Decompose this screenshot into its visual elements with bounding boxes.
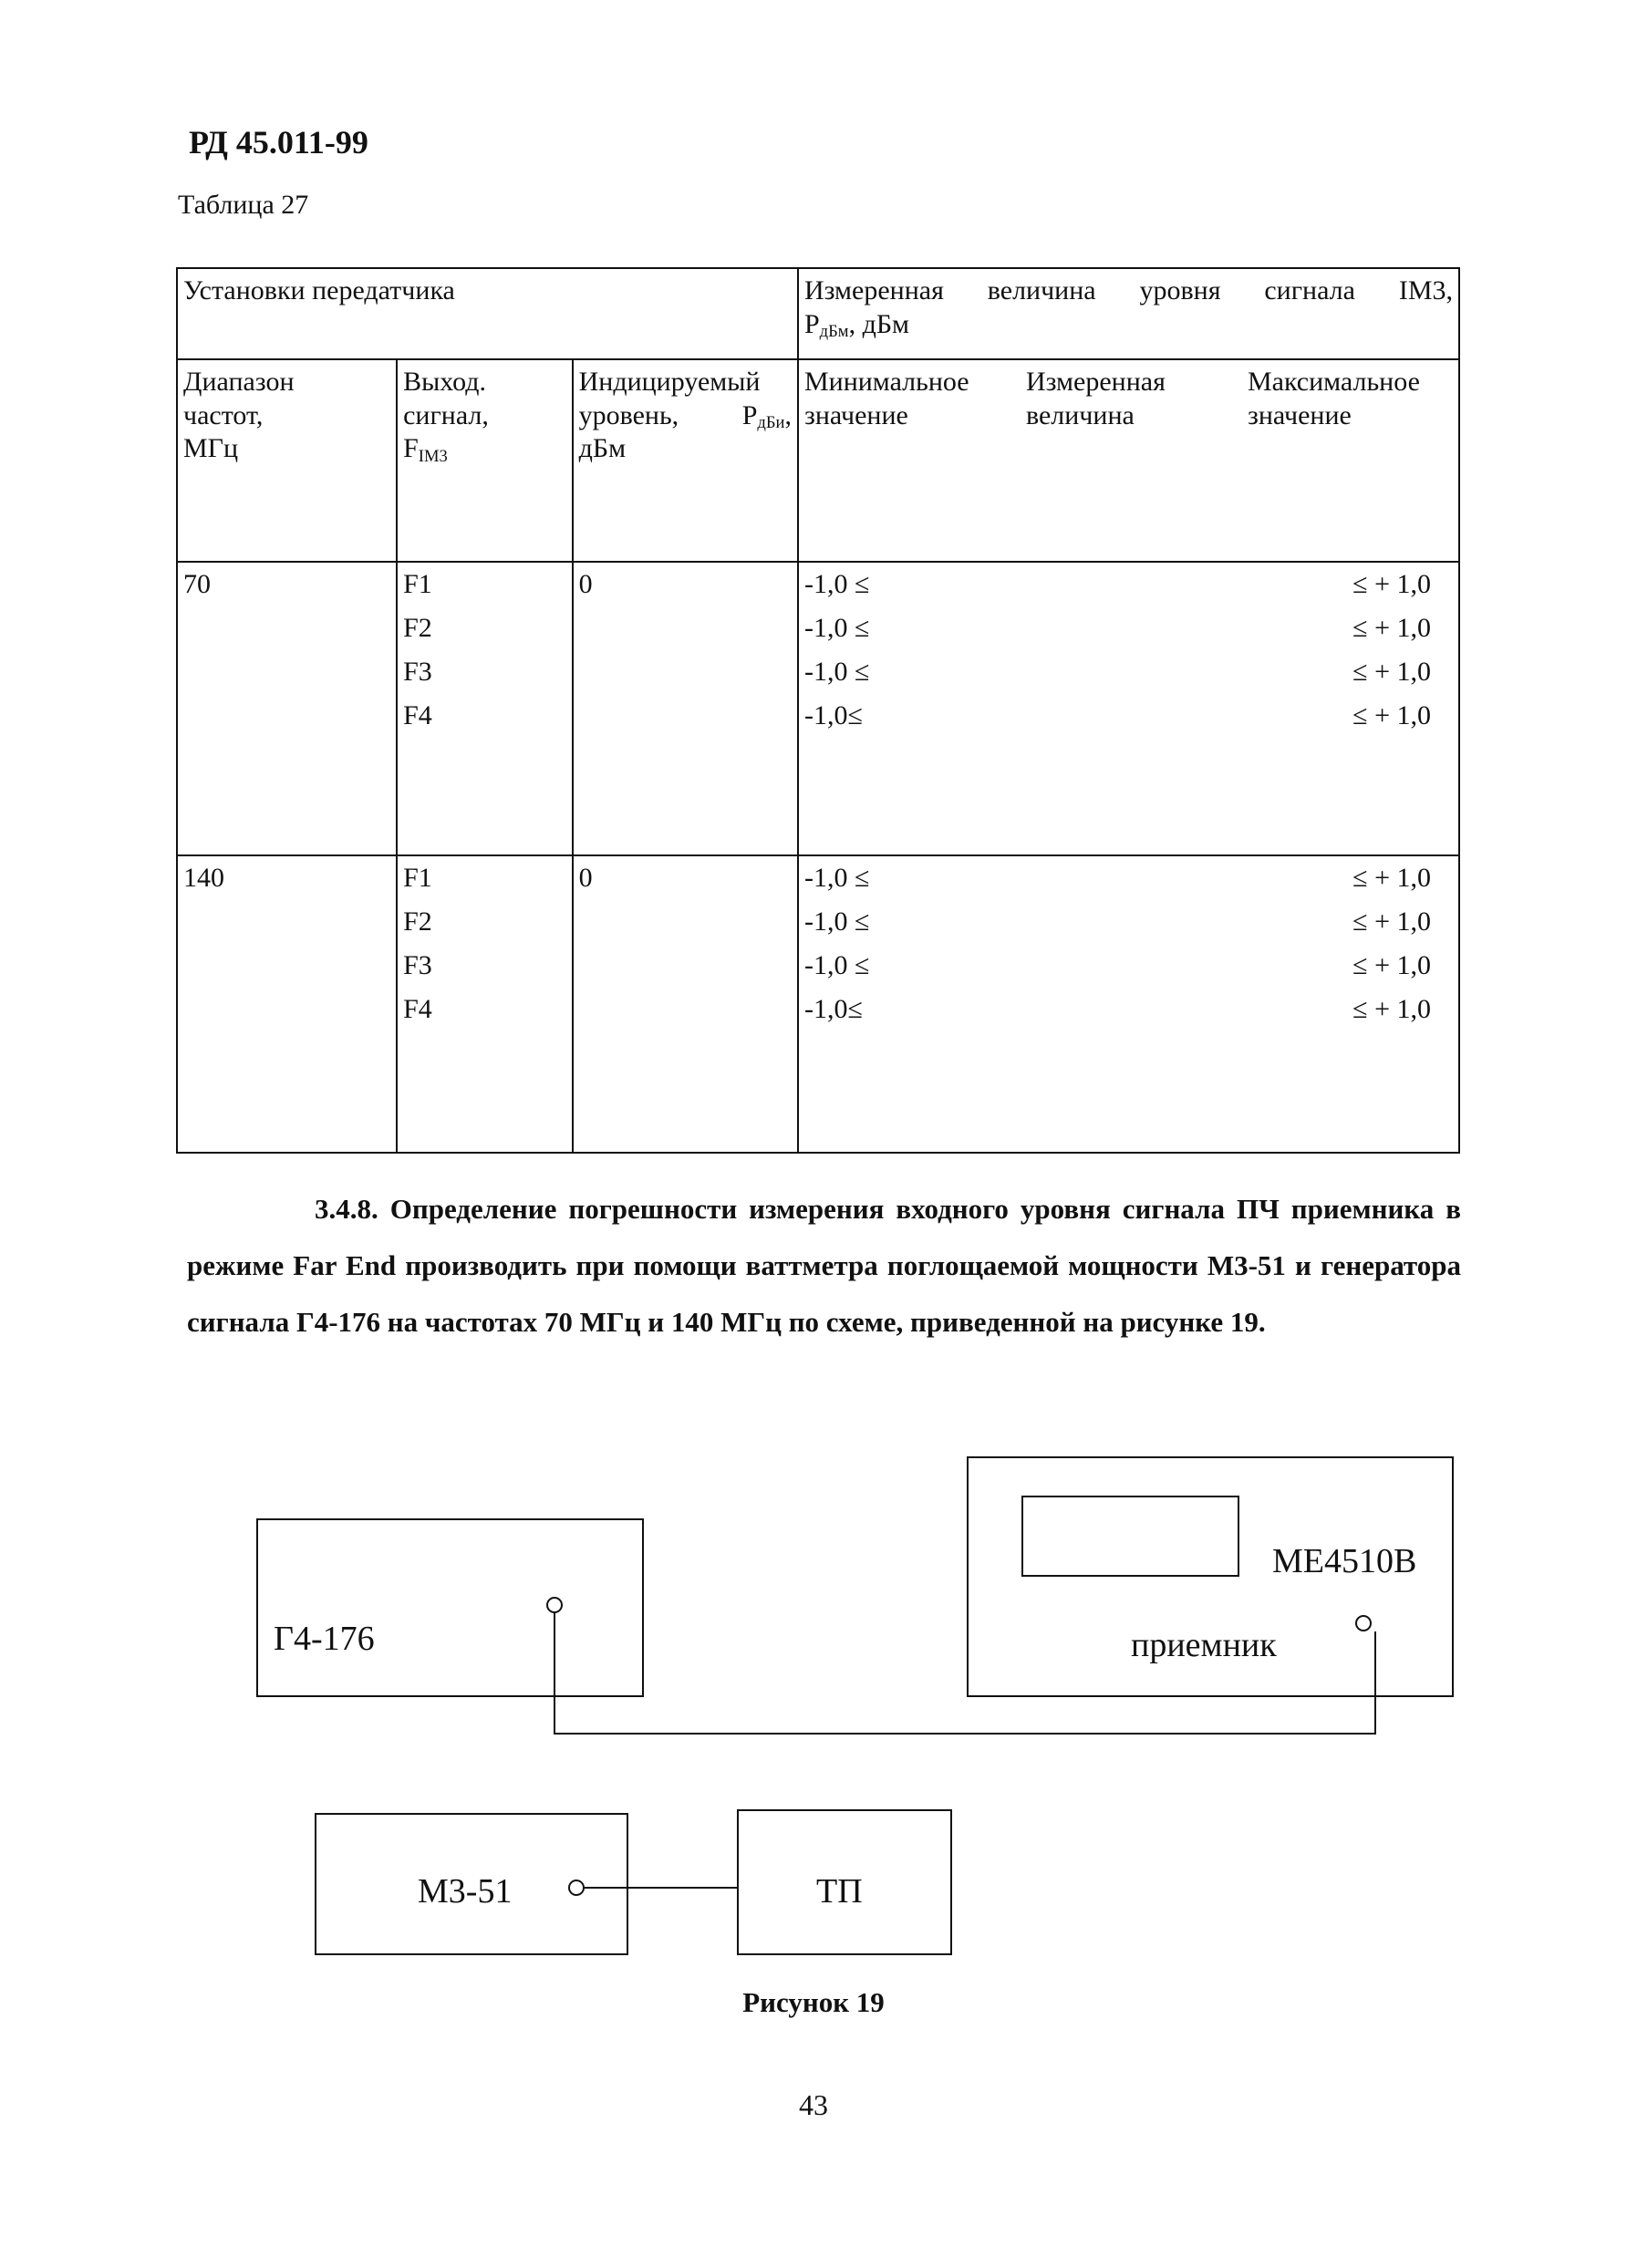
max-value: ≤ + 1,0 bbox=[1352, 613, 1431, 643]
min-value: -1,0≤ bbox=[803, 700, 863, 730]
signal-item: F4 bbox=[403, 994, 432, 1024]
cell-results bbox=[798, 855, 1459, 1153]
col-indicated-level-word: уровень, bbox=[578, 399, 679, 430]
figure-caption: Рисунок 19 bbox=[742, 1986, 885, 2018]
col-frequency-range-l3: МГц bbox=[183, 433, 239, 464]
col-frequency-range bbox=[177, 359, 397, 562]
min-value: -1,0 ≤ bbox=[803, 950, 870, 980]
max-value: ≤ + 1,0 bbox=[1352, 863, 1431, 893]
col-indicated-level-l2 bbox=[579, 399, 792, 433]
generator-box bbox=[256, 1518, 644, 1697]
paragraph-text: 3.4.8. Определение погрешности измерения входного уровня сигнала ПЧ приемника в режиме Far End производить при помощи ваттметра поглощаемой мощности М3-51 и генератора сигнала Г4-176 на частотах 70 МГц и 140 МГц по схеме, приведенной на рисунке 19. bbox=[187, 1193, 1461, 1338]
max-values bbox=[1352, 568, 1453, 743]
col-indicated-level bbox=[573, 359, 798, 562]
header-measured-im3 bbox=[798, 268, 1459, 359]
col-frequency-range-l1: Диапазон bbox=[183, 367, 295, 397]
table-row bbox=[177, 562, 1459, 855]
col-output-signal-l1: Выход. bbox=[403, 367, 487, 397]
signal-item: F1 bbox=[403, 863, 432, 893]
max-value: ≤ + 1,0 bbox=[1352, 906, 1431, 937]
page-number: 43 bbox=[799, 2088, 828, 2121]
receiver-display bbox=[1021, 1496, 1239, 1577]
table-caption: Таблица 27 bbox=[178, 190, 309, 220]
signal-item: F2 bbox=[403, 613, 432, 643]
cable-receiver-down bbox=[1374, 1631, 1376, 1735]
symbol-p2-comma: , bbox=[784, 399, 792, 430]
wattmeter-port bbox=[568, 1880, 585, 1896]
min-value: -1,0 ≤ bbox=[803, 657, 870, 687]
table-row bbox=[177, 855, 1459, 1153]
cell-frequency: 70 bbox=[177, 562, 397, 855]
signal-item: F2 bbox=[403, 906, 432, 937]
wattmeter-label: М3-51 bbox=[418, 1872, 513, 1911]
symbol-f: F bbox=[403, 433, 419, 464]
max-values bbox=[1352, 862, 1453, 1037]
cell-results bbox=[798, 562, 1459, 855]
col-indicated-level-symbol bbox=[742, 399, 792, 433]
receiver-label: приемник bbox=[1131, 1626, 1277, 1664]
col-indicated-level-l3: дБм bbox=[578, 433, 627, 464]
signal-item: F4 bbox=[403, 700, 432, 730]
max-value: ≤ + 1,0 bbox=[1352, 657, 1431, 687]
generator-label: Г4-176 bbox=[274, 1620, 375, 1658]
col-max-value-l2: значение bbox=[1247, 399, 1352, 430]
document-code: РД 45.011-99 bbox=[189, 124, 368, 161]
col-min-value-l2: значение bbox=[803, 399, 908, 430]
max-value: ≤ + 1,0 bbox=[1352, 950, 1431, 980]
col-measured-value-l1: Измеренная bbox=[1025, 367, 1166, 397]
cell-frequency: 140 bbox=[177, 855, 397, 1153]
signal-item: F3 bbox=[403, 657, 432, 687]
col-output-signal-symbol bbox=[403, 432, 565, 466]
table-group-header-row bbox=[177, 268, 1459, 359]
cell-signals bbox=[397, 562, 572, 855]
cell-indicated: 0 bbox=[573, 562, 798, 855]
min-value: -1,0 ≤ bbox=[803, 906, 870, 937]
symbol-p2-subscript: дБи bbox=[757, 413, 785, 433]
signal-item: F1 bbox=[403, 569, 432, 599]
signal-item: F3 bbox=[403, 950, 432, 980]
receiver-model-label: МЕ4510В bbox=[1272, 1542, 1417, 1580]
cell-indicated: 0 bbox=[573, 855, 798, 1153]
header-transmitter-settings bbox=[177, 268, 798, 359]
col-output-signal bbox=[397, 359, 572, 562]
col-min-value-l1: Минимальное bbox=[803, 367, 969, 397]
measurement-table bbox=[176, 267, 1460, 1154]
generator-output-port bbox=[546, 1597, 563, 1613]
symbol-f-subscript: IM3 bbox=[418, 446, 448, 466]
min-value: -1,0 ≤ bbox=[803, 863, 870, 893]
receiver-input-port bbox=[1355, 1615, 1372, 1631]
section-paragraph bbox=[187, 1181, 1461, 1351]
symbol-p: P bbox=[803, 308, 820, 339]
header-measured-im3-line1: Измеренная величина уровня сигнала IM3, bbox=[803, 275, 1453, 306]
col-max-value bbox=[1248, 366, 1453, 432]
col-indicated-level-l1: Индицируемый bbox=[578, 367, 761, 397]
table-column-header-row bbox=[177, 359, 1459, 562]
header-transmitter-settings-text: Установки передатчика bbox=[183, 275, 455, 306]
col-output-signal-l2: сигнал, bbox=[403, 399, 489, 430]
max-value: ≤ + 1,0 bbox=[1352, 569, 1431, 599]
min-value: -1,0 ≤ bbox=[803, 613, 870, 643]
min-value: -1,0≤ bbox=[803, 994, 863, 1024]
cable-generator-down bbox=[554, 1613, 555, 1735]
cable-horizontal bbox=[554, 1733, 1376, 1735]
thermal-sensor-label: ТП bbox=[816, 1872, 863, 1911]
header-measured-unit: , дБм bbox=[848, 308, 910, 339]
min-values bbox=[804, 568, 869, 743]
col-min-value bbox=[804, 366, 1026, 432]
col-measured-value-l2: величина bbox=[1025, 399, 1135, 430]
cell-signals bbox=[397, 855, 572, 1153]
col-max-value-l1: Максимальное bbox=[1247, 367, 1420, 397]
header-measured-im3-line2 bbox=[804, 308, 1453, 342]
col-result-group bbox=[798, 359, 1459, 562]
col-measured-value bbox=[1026, 366, 1248, 432]
symbol-p-subscript: дБм bbox=[819, 322, 849, 342]
min-value: -1,0 ≤ bbox=[803, 569, 870, 599]
max-value: ≤ + 1,0 bbox=[1352, 700, 1431, 730]
symbol-p2: P bbox=[741, 399, 758, 430]
max-value: ≤ + 1,0 bbox=[1352, 994, 1431, 1024]
min-values bbox=[804, 862, 869, 1037]
cable-wattmeter-sensor bbox=[585, 1887, 738, 1889]
col-frequency-range-l2: частот, bbox=[183, 399, 264, 430]
